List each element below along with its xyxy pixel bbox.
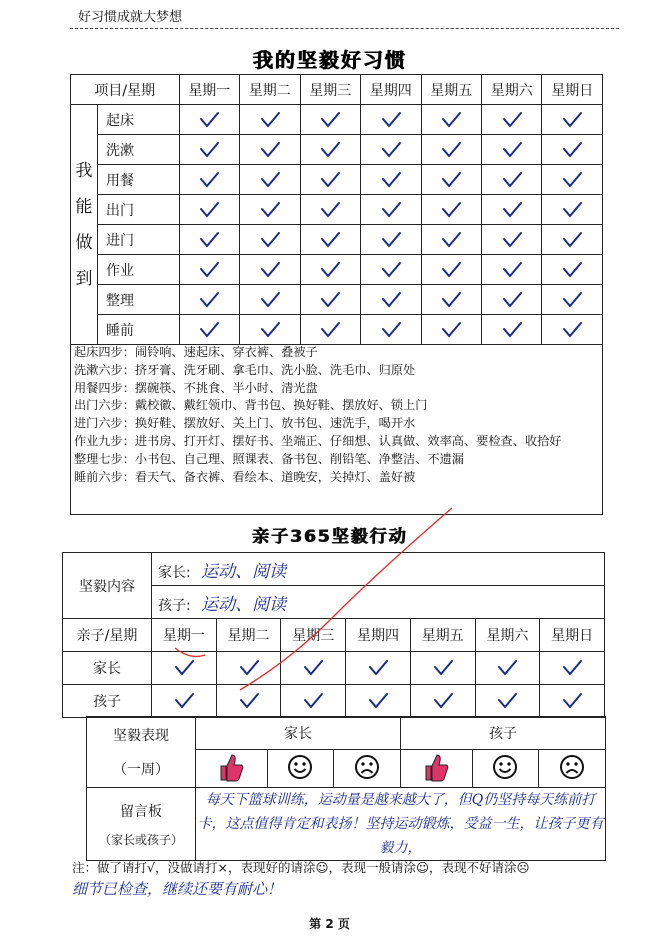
check-icon xyxy=(561,658,583,678)
side-label-char: 我 xyxy=(75,160,93,181)
step-line: 进门六步：换好鞋、摆放好、关上门、放书包、速洗手，喝开水 xyxy=(74,416,416,431)
habit-cell[interactable] xyxy=(361,195,421,225)
habit-row xyxy=(71,105,603,135)
content-label: 坚毅内容 xyxy=(63,553,152,619)
content-row-parent xyxy=(63,553,605,586)
check-icon xyxy=(501,260,523,280)
habit-cell[interactable] xyxy=(421,135,481,165)
habit-cell[interactable] xyxy=(240,285,300,315)
check-icon xyxy=(302,658,324,678)
parent-corner: 亲子/星期 xyxy=(63,619,152,652)
habit-cell[interactable] xyxy=(542,285,603,315)
check-icon xyxy=(259,200,281,220)
check-icon xyxy=(561,200,583,220)
check-icon xyxy=(198,200,220,220)
parent-child-cell[interactable] xyxy=(216,652,281,685)
habit-cell[interactable] xyxy=(300,225,360,255)
check-icon xyxy=(561,140,583,160)
parent-child-cell[interactable] xyxy=(152,685,217,718)
footnote: 注：做了请打√，没做请打×，表现好的请涂☺，表现一般请涂☺，表现不好请涂☹ xyxy=(72,860,530,875)
habit-row xyxy=(71,255,603,285)
habit-item-label: 用餐 xyxy=(98,165,180,195)
check-icon xyxy=(198,230,220,250)
parent-content-prefix: 家长: xyxy=(158,564,191,581)
habit-cell[interactable] xyxy=(361,135,421,165)
step-line: 出门六步：戴校徽、戴红领巾、背书包、换好鞋、摆放好、锁上门 xyxy=(74,398,428,413)
habit-row xyxy=(71,285,603,315)
check-icon xyxy=(259,230,281,250)
habit-cell[interactable] xyxy=(421,105,481,135)
check-icon xyxy=(380,170,402,190)
habit-cell[interactable] xyxy=(482,255,542,285)
habit-cell[interactable] xyxy=(482,195,542,225)
message-label: 留言板 xyxy=(120,803,162,820)
performance-label: 坚毅表现 xyxy=(113,728,169,744)
check-icon xyxy=(432,658,454,678)
habit-cell[interactable] xyxy=(179,135,239,165)
habit-cell[interactable] xyxy=(240,135,300,165)
parent-content-value: 运动、阅读 xyxy=(201,561,287,582)
habit-item-label: 起床 xyxy=(98,105,180,135)
check-icon xyxy=(198,320,220,340)
habit-cell[interactable] xyxy=(542,255,603,285)
check-icon xyxy=(380,200,402,220)
habit-cell[interactable] xyxy=(240,105,300,135)
parent-child-cell[interactable] xyxy=(410,685,475,718)
habit-item-label: 洗漱 xyxy=(98,135,180,165)
day-header: 星期六 xyxy=(475,619,540,652)
habit-corner: 项目/星期 xyxy=(71,75,180,105)
check-icon xyxy=(198,110,220,130)
check-icon xyxy=(440,200,462,220)
check-icon xyxy=(561,230,583,250)
header-title: 好习惯成就大梦想 xyxy=(78,10,183,25)
check-icon xyxy=(198,140,220,160)
check-icon xyxy=(561,290,583,310)
check-icon xyxy=(561,260,583,280)
message-sub: （家长或孩子） xyxy=(98,832,183,847)
habit-item-label: 作业 xyxy=(98,255,180,285)
habit-cell[interactable] xyxy=(421,195,481,225)
day-header: 星期二 xyxy=(240,75,300,105)
footnote-handwriting: 细节已检查，继续还要有耐心！ xyxy=(72,880,283,898)
row-label: 家长 xyxy=(63,652,152,685)
check-icon xyxy=(259,290,281,310)
check-icon xyxy=(198,290,220,310)
parent-child-row xyxy=(63,685,605,718)
habit-item-label: 整理 xyxy=(98,285,180,315)
check-icon xyxy=(238,691,260,711)
parent-child-cell[interactable] xyxy=(216,685,281,718)
parent-day-header-row xyxy=(63,619,605,652)
check-icon xyxy=(380,110,402,130)
check-icon xyxy=(173,658,195,678)
page-number: 第 2 页 xyxy=(309,917,350,931)
check-icon xyxy=(319,200,341,220)
habit-steps-box xyxy=(70,344,603,515)
habit-cell[interactable] xyxy=(482,315,542,345)
habit-cell[interactable] xyxy=(421,285,481,315)
check-icon xyxy=(440,110,462,130)
habit-item-label: 睡前 xyxy=(98,315,180,345)
check-icon xyxy=(561,691,583,711)
check-icon xyxy=(198,170,220,190)
habit-cell[interactable] xyxy=(240,225,300,255)
check-icon xyxy=(367,658,389,678)
parent-frown-icon[interactable] xyxy=(334,750,401,788)
habit-row xyxy=(71,165,603,195)
side-label-char: 能 xyxy=(75,196,93,217)
parent-table-title: 亲子365坚毅行动 xyxy=(251,527,408,547)
day-header: 星期三 xyxy=(281,619,346,652)
check-icon xyxy=(501,170,523,190)
parent-child-cell[interactable] xyxy=(346,685,411,718)
check-icon xyxy=(496,658,518,678)
day-header: 星期二 xyxy=(216,619,281,652)
habit-cell[interactable] xyxy=(542,105,603,135)
habit-cell[interactable] xyxy=(361,105,421,135)
check-icon xyxy=(440,290,462,310)
check-icon xyxy=(319,170,341,190)
day-header: 星期四 xyxy=(346,619,411,652)
side-label-char: 到 xyxy=(75,268,93,289)
check-icon xyxy=(440,320,462,340)
habit-cell[interactable] xyxy=(240,165,300,195)
check-icon xyxy=(380,230,402,250)
day-header: 星期一 xyxy=(152,619,217,652)
day-header: 星期五 xyxy=(421,75,481,105)
check-icon xyxy=(501,290,523,310)
habit-cell[interactable] xyxy=(361,255,421,285)
habit-cell[interactable] xyxy=(240,315,300,345)
habit-header-row xyxy=(71,75,603,105)
step-line: 起床四步：闹铃响、速起床、穿衣裤、叠被子 xyxy=(74,345,318,359)
check-icon xyxy=(501,110,523,130)
habit-cell[interactable] xyxy=(542,195,603,225)
performance-period: （一周） xyxy=(113,762,169,778)
parent-child-cell[interactable] xyxy=(281,652,346,685)
check-icon xyxy=(432,691,454,711)
habit-cell[interactable] xyxy=(240,255,300,285)
check-icon xyxy=(259,320,281,340)
step-line: 用餐四步：摆碗筷、不挑食、半小时、清光盘 xyxy=(74,380,318,395)
check-icon xyxy=(259,260,281,280)
habit-cell[interactable] xyxy=(542,315,603,345)
habit-cell[interactable] xyxy=(179,105,239,135)
check-icon xyxy=(440,260,462,280)
habit-cell[interactable] xyxy=(482,285,542,315)
day-header: 星期四 xyxy=(361,75,421,105)
habit-cell[interactable] xyxy=(300,285,360,315)
check-icon xyxy=(501,320,523,340)
habit-cell[interactable] xyxy=(300,165,360,195)
check-icon xyxy=(319,320,341,340)
habit-cell[interactable] xyxy=(179,315,239,345)
parent-child-cell[interactable] xyxy=(410,652,475,685)
check-icon xyxy=(380,320,402,340)
parent-child-cell[interactable] xyxy=(152,652,217,685)
check-icon xyxy=(496,691,518,711)
habit-cell[interactable] xyxy=(361,165,421,195)
day-header: 星期六 xyxy=(482,75,542,105)
habit-row xyxy=(71,195,603,225)
habit-table-title: 我的坚毅好习惯 xyxy=(252,48,407,72)
habit-cell[interactable] xyxy=(179,165,239,195)
check-icon xyxy=(561,170,583,190)
check-icon xyxy=(319,260,341,280)
child-frown-icon[interactable] xyxy=(539,750,606,788)
habit-item-label: 出门 xyxy=(98,195,180,225)
habit-cell[interactable] xyxy=(179,225,239,255)
day-header: 星期日 xyxy=(540,619,605,652)
step-line: 洗漱六步：挤牙膏、洗牙刷、拿毛巾、洗小脸、洗毛巾、归原处 xyxy=(74,362,416,377)
habit-cell[interactable] xyxy=(482,105,542,135)
parent-smile-icon[interactable] xyxy=(267,750,334,788)
parent-child-cell[interactable] xyxy=(475,652,540,685)
check-icon xyxy=(561,110,583,130)
performance-table xyxy=(86,716,606,861)
habit-cell[interactable] xyxy=(421,165,481,195)
habit-cell[interactable] xyxy=(421,255,481,285)
day-header: 星期一 xyxy=(179,75,239,105)
habit-cell[interactable] xyxy=(300,135,360,165)
check-icon xyxy=(259,140,281,160)
check-icon xyxy=(238,658,260,678)
habit-cell[interactable] xyxy=(179,285,239,315)
check-icon xyxy=(198,260,220,280)
habit-cell[interactable] xyxy=(482,165,542,195)
check-icon xyxy=(259,170,281,190)
parent-header: 家长 xyxy=(196,717,401,750)
child-thumbs-up-icon[interactable] xyxy=(400,750,472,788)
habit-cell[interactable] xyxy=(542,165,603,195)
check-icon xyxy=(440,140,462,160)
habit-cell[interactable] xyxy=(482,135,542,165)
check-icon xyxy=(380,290,402,310)
habit-table xyxy=(70,74,603,345)
check-icon xyxy=(319,290,341,310)
check-icon xyxy=(440,170,462,190)
message-label-cell xyxy=(87,788,196,861)
habit-cell[interactable] xyxy=(300,105,360,135)
message-board[interactable]: 每天下篮球训练，运动量是越来越大了，但Q仍坚持每天练前打卡，这点值得肯定和表扬！坚持运动锻炼，受益一生，让孩子更有毅力， xyxy=(196,788,606,861)
day-header: 星期三 xyxy=(300,75,360,105)
check-icon xyxy=(440,230,462,250)
habit-cell[interactable] xyxy=(482,225,542,255)
habit-cell[interactable] xyxy=(361,285,421,315)
day-header: 星期日 xyxy=(542,75,603,105)
day-header: 星期五 xyxy=(410,619,475,652)
parent-child-cell[interactable] xyxy=(540,685,605,718)
side-label xyxy=(71,105,98,345)
check-icon xyxy=(173,691,195,711)
parent-thumbs-up-icon[interactable] xyxy=(196,750,268,788)
check-icon xyxy=(380,140,402,160)
child-smile-icon[interactable] xyxy=(472,750,539,788)
parent-child-table xyxy=(62,552,605,718)
check-icon xyxy=(561,320,583,340)
check-icon xyxy=(501,200,523,220)
header-divider xyxy=(70,28,619,29)
check-icon xyxy=(319,230,341,250)
parent-child-row xyxy=(63,652,605,685)
check-icon xyxy=(367,691,389,711)
parent-child-cell[interactable] xyxy=(281,685,346,718)
child-header: 孩子 xyxy=(400,717,605,750)
habit-cell[interactable] xyxy=(300,195,360,225)
habit-cell[interactable] xyxy=(240,195,300,225)
step-line: 睡前六步：看天气、备衣裤、看绘本、道晚安，关掉灯、盖好被 xyxy=(74,469,416,484)
check-icon xyxy=(302,691,324,711)
habit-cell[interactable] xyxy=(361,225,421,255)
habit-item-label: 进门 xyxy=(98,225,180,255)
parent-child-cell[interactable] xyxy=(475,685,540,718)
habit-cell[interactable] xyxy=(361,315,421,345)
child-content-value: 运动、阅读 xyxy=(201,594,287,615)
habit-cell[interactable] xyxy=(421,315,481,345)
check-icon xyxy=(501,140,523,160)
child-content-prefix: 孩子: xyxy=(158,597,191,614)
step-line: 整理七步：小书包、自己理、照课表、备书包、削铅笔、净整洁、不遗漏 xyxy=(74,451,464,466)
parent-child-cell[interactable] xyxy=(540,652,605,685)
habit-cell[interactable] xyxy=(421,225,481,255)
habit-cell[interactable] xyxy=(179,255,239,285)
habit-row xyxy=(71,315,603,345)
check-icon xyxy=(501,230,523,250)
parent-child-cell[interactable] xyxy=(346,652,411,685)
check-icon xyxy=(319,110,341,130)
habit-cell[interactable] xyxy=(179,195,239,225)
habit-cell[interactable] xyxy=(542,135,603,165)
habit-row xyxy=(71,225,603,255)
check-icon xyxy=(319,140,341,160)
habit-row xyxy=(71,135,603,165)
habit-cell[interactable] xyxy=(542,225,603,255)
performance-label-cell xyxy=(87,717,196,788)
habit-cell[interactable] xyxy=(300,315,360,345)
check-icon xyxy=(259,110,281,130)
side-label-char: 做 xyxy=(75,232,93,253)
step-line: 作业九步：进书房、打开灯、摆好书、坐端正、仔细想、认真做、效率高、要检查、收拾好 xyxy=(74,433,562,448)
habit-cell[interactable] xyxy=(300,255,360,285)
row-label: 孩子 xyxy=(63,685,152,718)
check-icon xyxy=(380,260,402,280)
